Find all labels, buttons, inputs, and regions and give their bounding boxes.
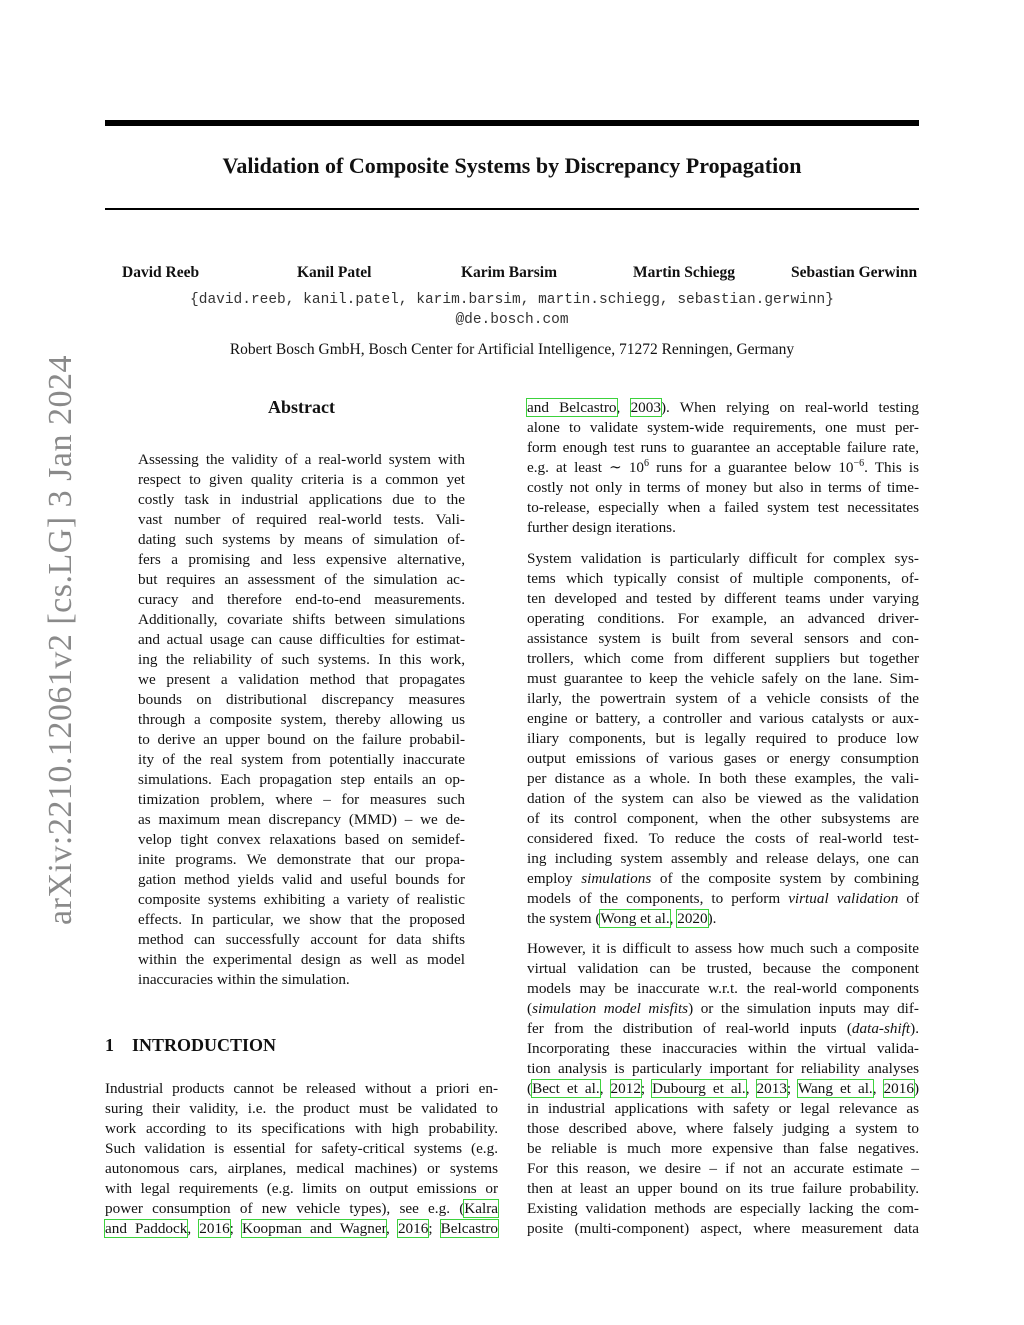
text-line: models may be inaccurate w.r.t. the real-world components	[527, 980, 919, 997]
text-line: ing including system assembly and release delays, one can	[527, 850, 919, 867]
text-line: However, it is difficult to assess how much such a composite	[527, 940, 919, 957]
top-rule	[105, 120, 919, 126]
text-segment: ). When relying on real-world testing	[660, 399, 919, 416]
citation-link[interactable]: and Paddock	[105, 1220, 188, 1237]
text-line	[527, 909, 919, 929]
text-line: as maximum mean discrepancy (MMD) – we de-	[138, 811, 465, 828]
text-line: in industrial applications with safety or legal relevance as	[527, 1100, 919, 1117]
text-line: ing the reliability of such systems. In this work,	[138, 651, 465, 668]
text-line: method can successfully account for data shifts	[138, 931, 465, 948]
text-segment: e.g. at least ∼ 10	[527, 459, 645, 476]
text-line: iliary components, but is legally required to produce low	[527, 730, 919, 747]
text-line: output emissions of various gases or energy consumption	[527, 750, 919, 767]
section-title: INTRODUCTION	[132, 1035, 277, 1055]
text-line: virtual validation can be trusted, because the component	[527, 960, 919, 977]
citation-link[interactable]: Wang et al.	[797, 1080, 873, 1097]
text-segment: ,	[669, 910, 678, 927]
text-line: ten developed and tested by different teams under varying	[527, 590, 919, 607]
text-line	[105, 1219, 498, 1239]
email-line: {david.reeb, kanil.patel, karim.barsim, martin.schiegg, sebastian.gerwinn}	[190, 292, 834, 308]
author-name: Martin Schiegg	[633, 264, 736, 281]
text-line: tion analysis is particularly important for reliability analyses	[527, 1060, 919, 1077]
author-list	[0, 264, 1024, 284]
author-emails	[0, 290, 1024, 330]
text-line	[527, 1079, 919, 1099]
text-line: dating such systems by means of simulation of-	[138, 531, 465, 548]
text-line: vast number of required real-world tests. Vali-	[138, 511, 465, 528]
text-segment: employ	[527, 870, 582, 887]
text-line: Additionally, covariate shifts between simulations	[138, 611, 465, 628]
text-segment: ) or the simulation inputs may dif-	[688, 1000, 919, 1017]
affiliation: Robert Bosch GmbH, Bosch Center for Artificial Intelligence, 71272 Renningen, Germany	[229, 341, 795, 358]
text-line: work according to its specifications with high probability.	[105, 1120, 498, 1137]
section-heading-introduction	[105, 1035, 276, 1056]
text-line: velop tight convex relaxations based on semidef-	[138, 831, 465, 848]
text-line: System validation is particularly difficult for complex sys-	[527, 550, 919, 567]
text-line	[527, 869, 919, 889]
text-line: Such validation is essential for safety-critical systems (e.g.	[105, 1140, 498, 1157]
emphasis-text: simulation model misfits	[532, 1000, 689, 1017]
text-line: ilarly, the powertrain system of a vehicle consists of the	[527, 690, 919, 707]
text-segment: power consumption of new vehicle types), see e.g. (	[105, 1200, 465, 1217]
text-line: to derive an upper bound on the failure probabil-	[138, 731, 465, 748]
text-segment: ;	[428, 1220, 441, 1237]
text-line: composite systems exhibiting a variety of realistic	[138, 891, 465, 908]
text-segment: the system (	[527, 910, 601, 927]
text-line: For this reason, we desire – if not an accurate estimate –	[527, 1160, 919, 1177]
text-segment: ;	[229, 1220, 242, 1237]
emphasis-text: simulations	[581, 870, 652, 887]
citation-link[interactable]: Kalra	[464, 1200, 498, 1217]
citation-link[interactable]: 2016	[397, 1220, 429, 1237]
text-line: with legal requirements (e.g. limits on output emissions or	[105, 1180, 498, 1197]
author-name: Karim Barsim	[461, 264, 557, 281]
text-segment: of the composite system by combining	[651, 870, 919, 887]
citation-link[interactable]: Belcastro	[440, 1220, 499, 1237]
text-line: then at least an upper bound on its true failure probability.	[527, 1180, 919, 1197]
abstract-heading: Abstract	[268, 397, 335, 417]
author-name: Sebastian Gerwinn	[791, 264, 918, 281]
text-line	[527, 398, 919, 418]
text-line: ity of the real system from potentially inaccurate	[138, 751, 465, 768]
text-segment: ).	[910, 1020, 919, 1037]
text-line: trollers, which come from different suppliers but together	[527, 650, 919, 667]
title-rule	[105, 208, 919, 210]
text-line: operating conditions. For example, an advanced driver-	[527, 610, 919, 627]
text-line: to-release, especially when a failed system test necessitates	[527, 499, 919, 516]
text-line	[527, 1019, 919, 1039]
paper-title: Validation of Composite Systems by Discrepancy Propagation	[222, 153, 802, 178]
text-segment: ,	[616, 399, 631, 416]
text-line: of its control component, when the other subsystems are	[527, 810, 919, 827]
text-line: assistance system is built from several sensors and con-	[527, 630, 919, 647]
text-line: simulations. Each propagation step entails an op-	[138, 771, 465, 788]
text-line: bounds on distributional discrepancy measures	[138, 691, 465, 708]
text-line: and actual usage can cause difficulties for estimat-	[138, 631, 465, 648]
text-line: dation of the system can also be viewed as the validation	[527, 790, 919, 807]
text-line	[527, 999, 919, 1019]
text-segment: fer from the distribution of real-world inputs (	[527, 1020, 852, 1037]
text-segment: ;	[640, 1080, 653, 1097]
text-segment: (	[527, 1080, 533, 1097]
text-segment: ,	[187, 1220, 200, 1237]
author-name: Kanil Patel	[297, 264, 372, 281]
text-segment: ).	[707, 910, 717, 927]
citation-link[interactable]: 2016	[199, 1220, 230, 1237]
text-segment: ,	[386, 1220, 398, 1237]
text-line: within the experimental design as well as model	[138, 951, 465, 968]
arxiv-identifier: arXiv:2210.12061v2 [cs.LG] 3 Jan 2024	[42, 355, 79, 925]
citation-link[interactable]: Wong et al.	[600, 910, 670, 927]
text-line: autonomous cars, airplanes, medical machines) or systems	[105, 1160, 498, 1177]
text-line: suring their validity, i.e. the product must be validated to	[105, 1100, 498, 1117]
emphasis-text: data-shift	[851, 1020, 911, 1037]
citation-link[interactable]: 2012	[610, 1080, 641, 1097]
text-line: respect to given quality criteria is a common yet	[138, 471, 465, 488]
citation-link[interactable]: 2020	[677, 910, 708, 927]
text-line: Industrial products cannot be released without a priori en-	[105, 1080, 498, 1097]
text-line: alone to validate system-wide requirements, one must per-	[527, 419, 919, 436]
text-line: fers a promising and less expensive alternative,	[138, 551, 465, 568]
text-line: effects. In particular, we show that the proposed	[138, 911, 465, 928]
text-line: posite (multi-component) aspect, where measurement data	[527, 1220, 919, 1237]
text-line: costly not only in terms of money but also in terms of time-	[527, 479, 919, 496]
text-line: per distance as a whole. In both these examples, the vali-	[527, 770, 919, 787]
text-segment: runs for a guarantee below 10	[649, 459, 854, 476]
citation-link[interactable]: Bect et al.	[532, 1080, 600, 1097]
text-line: gation method yields valid and useful bounds for	[138, 871, 465, 888]
text-line: inaccuracies within the simulation.	[138, 971, 350, 988]
superscript: 6	[644, 457, 650, 469]
text-line	[527, 889, 919, 909]
citation-link[interactable]: 2016	[883, 1080, 914, 1097]
text-line: inite programs. We demonstrate that our propa-	[138, 851, 465, 868]
text-line: tems which typically consist of multiple components, of-	[527, 570, 919, 587]
text-line: timization problem, where – for measures such	[138, 791, 465, 808]
text-line: but requires an assessment of the simulation ac-	[138, 571, 465, 588]
text-segment: )	[913, 1080, 920, 1097]
author-name: David Reeb	[122, 264, 200, 281]
citation-link[interactable]: Dubourg et al.	[652, 1080, 746, 1097]
text-segment: (	[527, 1000, 533, 1017]
text-line: costly task in industrial applications due to the	[138, 491, 465, 508]
citation-link[interactable]: Koopman and Wagner	[242, 1220, 387, 1237]
email-domain: @de.bosch.com	[455, 312, 569, 328]
text-line: Incorporating these inaccuracies within the virtual valida-	[527, 1040, 919, 1057]
text-segment: ,	[745, 1080, 757, 1097]
text-line: through a composite system, thereby allowing us	[138, 711, 465, 728]
text-line: those described above, where falsely judging a system to	[527, 1120, 919, 1137]
emphasis-text: virtual validation	[788, 890, 899, 907]
text-line: considered fixed. To reduce the costs of real-world test-	[527, 830, 919, 847]
text-line: be reliable is much more expensive than false negatives.	[527, 1140, 919, 1157]
text-line: Assessing the validity of a real-world system with	[138, 451, 465, 468]
text-segment: ,	[872, 1080, 884, 1097]
text-line: engine or battery, a controller and various catalysts or aux-	[527, 710, 919, 727]
text-line: form enough test runs to guarantee an acceptable failure rate,	[527, 439, 919, 456]
citation-link[interactable]: and Belcastro	[527, 399, 617, 416]
text-line	[527, 458, 919, 478]
text-segment: . This is	[864, 459, 919, 476]
text-line: further design iterations.	[527, 519, 676, 536]
text-line	[105, 1199, 498, 1219]
citation-link[interactable]: 2003	[630, 399, 661, 416]
text-segment: of	[898, 890, 919, 907]
citation-link[interactable]: 2013	[756, 1080, 787, 1097]
superscript: −6	[853, 457, 865, 469]
text-segment: ;	[786, 1080, 798, 1097]
text-segment: models of the components, to perform	[527, 890, 789, 907]
text-line: curacy and therefore end-to-end measurements.	[138, 591, 465, 608]
text-segment: ,	[599, 1080, 611, 1097]
text-line: must guarantee to keep the vehicle safely on the lane. Sim-	[527, 670, 919, 687]
text-line: Existing validation methods are especially lacking the com-	[527, 1200, 919, 1217]
text-line: we present a validation method that propagates	[138, 671, 465, 688]
section-number: 1	[105, 1035, 114, 1055]
